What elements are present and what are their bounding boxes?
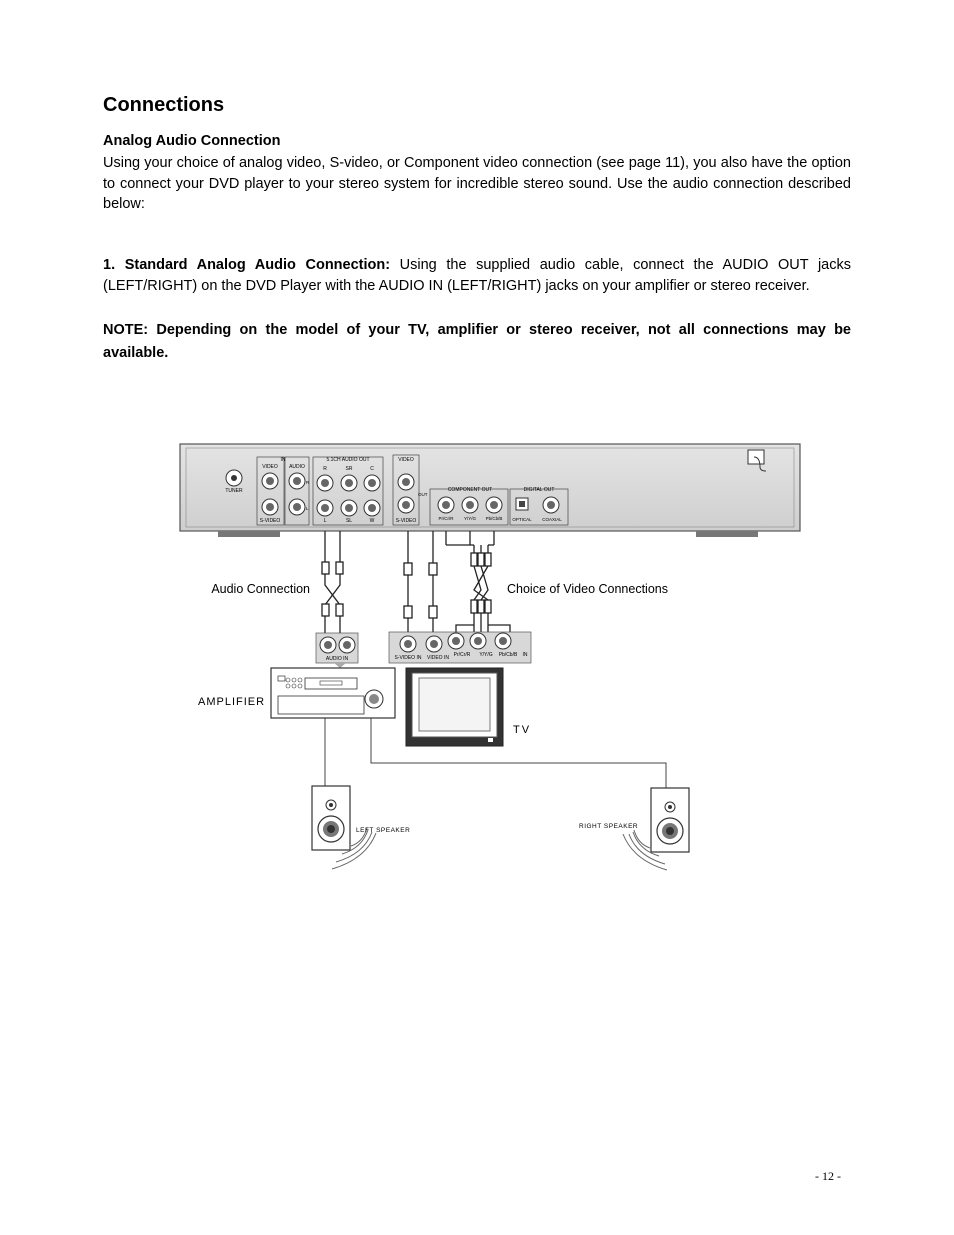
left-speaker-label: LEFT SPEAKER	[356, 827, 411, 834]
tv-device	[406, 668, 503, 746]
ch51-label: 5.1CH AUDIO OUT	[326, 457, 370, 463]
section-heading: Analog Audio Connection	[103, 133, 281, 149]
tv-label: TV	[513, 724, 532, 736]
tv-input-panel	[389, 632, 531, 663]
tv-in-label: IN	[522, 652, 528, 658]
dvd-back-panel	[180, 444, 800, 537]
video-label: VIDEO	[262, 464, 278, 470]
tv-prcrr-label: Pr/Cr/R	[453, 652, 471, 658]
right-speaker-label: RIGHT SPEAKER	[579, 823, 639, 830]
step-text: Using the supplied audio cable, connect the AUDIO OUT jacks (LEFT/RIGHT) on the DVD Player with the AUDIO IN (LEFT/RIGHT) jacks on your amplifier or stereo receiver.	[103, 257, 851, 294]
cables	[322, 531, 510, 633]
step-lead: 1. Standard Analog Audio Connection:	[103, 257, 391, 273]
sl-label: SL	[345, 518, 353, 524]
note-paragraph: NOTE: Depending on the model of your TV, amplifier or stereo receiver, not all connections may be available.	[103, 322, 851, 361]
amplifier-label: AMPLIFIER	[198, 696, 266, 708]
amplifier-device	[271, 668, 395, 718]
tuner-label: TUNER	[225, 488, 243, 494]
audio-in-label: AUDIO IN	[325, 656, 349, 662]
svideo-label: S-VIDEO	[259, 518, 281, 524]
coaxial-label: COAXIAL	[542, 517, 562, 522]
page-number: - 12 -	[815, 1169, 841, 1183]
audio-label: AUDIO	[289, 464, 305, 470]
in-r-label: R	[306, 480, 310, 485]
r-label: R	[323, 466, 327, 472]
yg-label: Y/Y/G	[463, 516, 477, 521]
component-out-label: COMPONENT OUT	[447, 487, 493, 493]
tv-video-in-label: VIDEO IN	[427, 655, 449, 661]
out-label: OUT	[418, 492, 428, 497]
video-connection-label: Choice of Video Connections	[507, 582, 668, 596]
digital-out-label: DIGITAL OUT	[523, 487, 555, 493]
w-label: W	[369, 518, 375, 524]
tv-svideo-in-label: S-VIDEO IN	[394, 655, 422, 661]
sr-label: SR	[345, 466, 353, 472]
video-out-label: VIDEO	[398, 457, 414, 463]
intro-paragraph: Using your choice of analog video, S-video, or Component video connection (see page 11), you also have the option to connect your DVD player to your stereo system for incredible stereo sound. Use the audio connection described below:	[103, 155, 851, 212]
pbcb-label: Pb/Cb/B	[485, 516, 503, 521]
tv-yyg-label: Y/Y/G	[479, 652, 493, 658]
optical-label: OPTICAL	[512, 517, 532, 522]
audio-connection-label: Audio Connection	[211, 582, 310, 596]
svideo-out-label: S-VIDEO	[395, 518, 417, 524]
amp-audio-in-panel	[316, 633, 358, 668]
prcr-label: Pr/Cr/R	[438, 516, 454, 521]
tv-pbcbb-label: Pb/Cb/B	[498, 652, 518, 658]
in-l-label: L	[306, 506, 309, 511]
c-label: C	[370, 466, 374, 472]
l-label: L	[323, 518, 327, 524]
in-label: IN	[280, 457, 286, 463]
page-title: Connections	[103, 94, 225, 116]
